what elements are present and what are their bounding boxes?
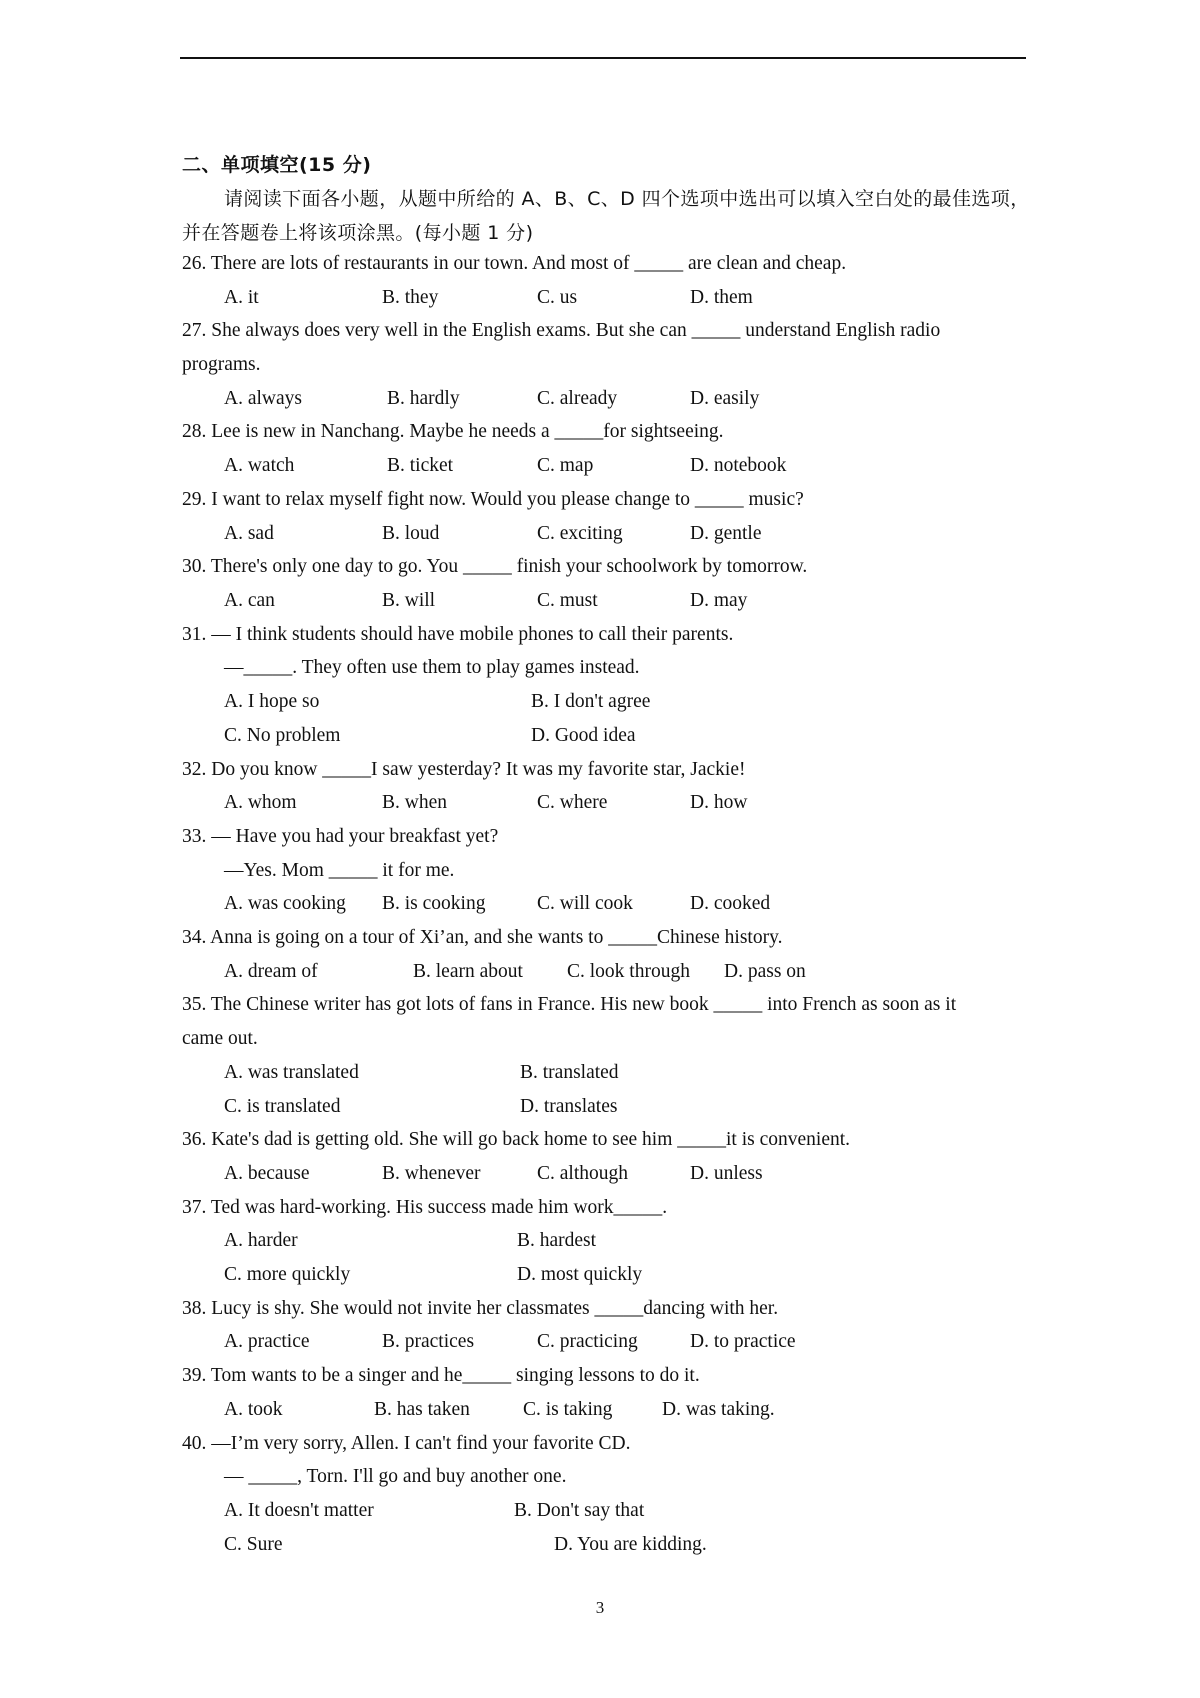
option-c[interactable]: C. No problem [224, 725, 341, 746]
option-d[interactable]: D. them [690, 287, 753, 308]
question-stem: 30. There's only one day to go. You _____ finish your schoolwork by tomorrow. [182, 556, 808, 577]
option-a[interactable]: A. It doesn't matter [224, 1500, 374, 1521]
question-stem-continuation: programs. [182, 354, 261, 375]
option-a[interactable]: A. it [224, 287, 259, 308]
question-stem: 29. I want to relax myself fight now. Would you please change to _____ music? [182, 489, 804, 510]
option-b[interactable]: B. hardly [387, 388, 460, 409]
page-number: 3 [595, 1598, 605, 1617]
option-b[interactable]: B. they [382, 287, 439, 308]
question-stem: 31. — I think students should have mobile phones to call their parents. [182, 624, 734, 645]
instructions-line-1: 请阅读下面各小题，从题中所给的 A、B、C、D 四个选项中选出可以填入空白处的最佳选项， [224, 188, 1030, 210]
question-stem: 37. Ted was hard-working. His success made him work_____. [182, 1197, 668, 1218]
option-b[interactable]: B. translated [520, 1062, 619, 1083]
option-c[interactable]: C. look through [567, 961, 690, 982]
option-d[interactable]: D. to practice [690, 1331, 796, 1352]
option-c[interactable]: C. where [537, 792, 608, 813]
header-rule [180, 57, 1026, 59]
option-d[interactable]: D. cooked [690, 893, 771, 914]
option-c[interactable]: C. exciting [537, 523, 623, 544]
option-a[interactable]: A. because [224, 1163, 310, 1184]
question-stem: 40. —I’m very sorry, Allen. I can't find your favorite CD. [182, 1433, 631, 1454]
option-c[interactable]: C. is taking [523, 1399, 613, 1420]
question-stem-continuation: —_____. They often use them to play games instead. [224, 657, 640, 678]
option-b[interactable]: B. has taken [374, 1399, 470, 1420]
option-a[interactable]: A. was translated [224, 1062, 359, 1083]
option-c[interactable]: C. us [537, 287, 578, 308]
option-c[interactable]: C. map [537, 455, 594, 476]
option-a[interactable]: A. practice [224, 1331, 310, 1352]
option-d[interactable]: D. You are kidding. [554, 1534, 707, 1555]
question-stem: 33. — Have you had your breakfast yet? [182, 826, 499, 847]
section-title: 二、单项填空(15 分) [182, 154, 372, 176]
option-c[interactable]: C. already [537, 388, 618, 409]
option-b[interactable]: B. Don't say that [514, 1500, 645, 1521]
question-stem: 35. The Chinese writer has got lots of fans in France. His new book _____ into French as soon as it [182, 994, 957, 1015]
option-b[interactable]: B. hardest [517, 1230, 597, 1251]
option-d[interactable]: D. was taking. [662, 1399, 775, 1420]
question-stem: 34. Anna is going on a tour of Xi’an, and she wants to _____Chinese history. [182, 927, 783, 948]
question-stem: 38. Lucy is shy. She would not invite her classmates _____dancing with her. [182, 1298, 779, 1319]
question-stem: 26. There are lots of restaurants in our town. And most of _____ are clean and cheap. [182, 253, 847, 274]
option-c[interactable]: C. must [537, 590, 598, 611]
question-stem: 39. Tom wants to be a singer and he_____ singing lessons to do it. [182, 1365, 700, 1386]
question-stem-continuation: —Yes. Mom _____ it for me. [224, 860, 455, 881]
option-a[interactable]: A. watch [224, 455, 295, 476]
option-c[interactable]: C. practicing [537, 1331, 638, 1352]
option-b[interactable]: B. ticket [387, 455, 454, 476]
option-a[interactable]: A. was cooking [224, 893, 346, 914]
option-b[interactable]: B. whenever [382, 1163, 481, 1184]
option-c[interactable]: C. although [537, 1163, 628, 1184]
option-d[interactable]: D. pass on [724, 961, 806, 982]
option-d[interactable]: D. Good idea [531, 725, 636, 746]
option-a[interactable]: A. always [224, 388, 302, 409]
option-b[interactable]: B. when [382, 792, 447, 813]
question-stem-continuation: — _____, Torn. I'll go and buy another one. [224, 1466, 567, 1487]
question-stem-continuation: came out. [182, 1028, 258, 1049]
question-stem: 32. Do you know _____I saw yesterday? It was my favorite star, Jackie! [182, 759, 746, 780]
option-d[interactable]: D. unless [690, 1163, 763, 1184]
question-stem: 27. She always does very well in the English exams. But she can _____ understand English radio [182, 320, 941, 341]
option-a[interactable]: A. can [224, 590, 275, 611]
option-b[interactable]: B. learn about [413, 961, 523, 982]
option-a[interactable]: A. dream of [224, 961, 318, 982]
option-c[interactable]: C. will cook [537, 893, 633, 914]
option-d[interactable]: D. gentle [690, 523, 762, 544]
question-stem: 28. Lee is new in Nanchang. Maybe he needs a _____for sightseeing. [182, 421, 724, 442]
option-b[interactable]: B. is cooking [382, 893, 486, 914]
option-d[interactable]: D. easily [690, 388, 760, 409]
question-stem: 36. Kate's dad is getting old. She will go back home to see him _____it is convenient. [182, 1129, 851, 1150]
option-d[interactable]: D. translates [520, 1096, 618, 1117]
option-d[interactable]: D. may [690, 590, 748, 611]
option-d[interactable]: D. most quickly [517, 1264, 643, 1285]
option-a[interactable]: A. harder [224, 1230, 298, 1251]
option-a[interactable]: A. sad [224, 523, 274, 544]
option-a[interactable]: A. whom [224, 792, 297, 813]
option-b[interactable]: B. loud [382, 523, 440, 544]
instructions-line-2: 并在答题卷上将该项涂黑。(每小题 1 分) [182, 222, 534, 244]
option-a[interactable]: A. I hope so [224, 691, 320, 712]
option-d[interactable]: D. how [690, 792, 748, 813]
option-d[interactable]: D. notebook [690, 455, 787, 476]
option-b[interactable]: B. will [382, 590, 436, 611]
option-c[interactable]: C. Sure [224, 1534, 283, 1555]
option-c[interactable]: C. is translated [224, 1096, 341, 1117]
option-b[interactable]: B. I don't agree [531, 691, 651, 712]
option-c[interactable]: C. more quickly [224, 1264, 351, 1285]
option-a[interactable]: A. took [224, 1399, 283, 1420]
option-b[interactable]: B. practices [382, 1331, 475, 1352]
